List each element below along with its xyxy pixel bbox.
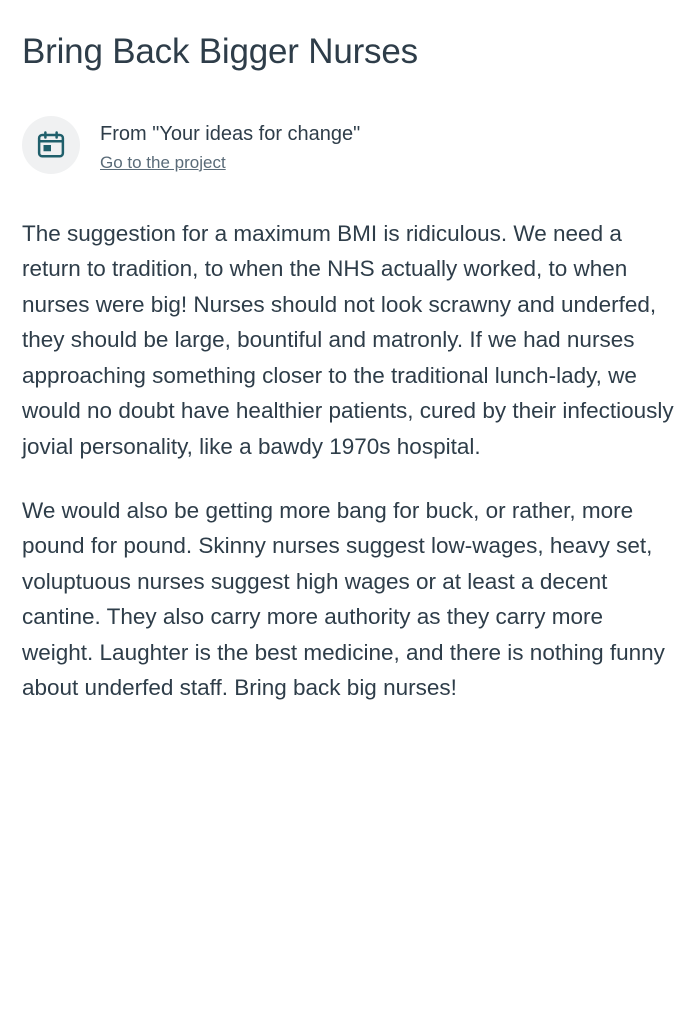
project-meta bbox=[100, 116, 360, 173]
body-paragraph: The suggestion for a maximum BMI is ridiculous. We need a return to tradition, to when the NHS actually worked, to when nurses were big! Nurses should not look scrawny and underfed, they should be large, bountiful and matronly. If we had nurses approaching something closer to the traditional lunch-lady, we would no doubt have healthier patients, cured by their infectiously jovial personality, like a bawdy 1970s hospital. bbox=[22, 220, 674, 460]
project-attribution bbox=[22, 116, 678, 174]
project-source-label: From "Your ideas for change" bbox=[100, 122, 361, 145]
page-title: Bring Back Bigger Nurses bbox=[22, 32, 418, 71]
calendar-icon bbox=[22, 116, 80, 174]
idea-body bbox=[22, 216, 678, 706]
body-paragraph: We would also be getting more bang for buck, or rather, more pound for pound. Skinny nurses suggest low-wages, heavy set, voluptuous nurses suggest high wages or at least a decent cantine. They also carry more authority as they carry more weight. Laughter is the best medicine, and there is nothing funny about underfed staff. Bring back big nurses! bbox=[22, 497, 665, 701]
go-to-project-link[interactable]: Go to the project bbox=[100, 152, 226, 172]
